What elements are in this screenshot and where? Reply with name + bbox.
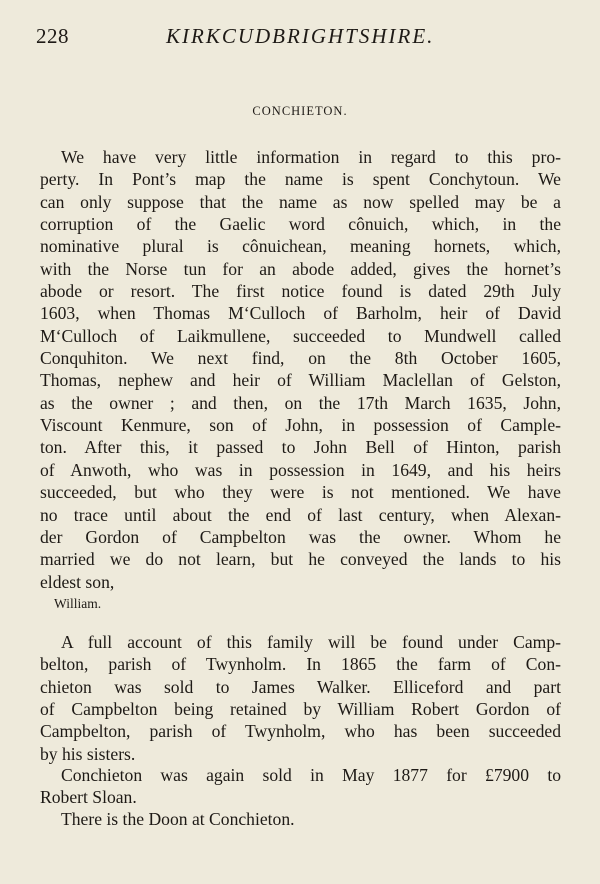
text-line: Campbelton, parish of Twynholm, who has been succeeded: [40, 721, 561, 742]
text-line: as the owner ; and then, on the 17th March 1635, John,: [40, 392, 561, 413]
page-number: 228: [36, 24, 69, 48]
text-line: Thomas, nephew and heir of William Maclellan of Gelston,: [40, 370, 561, 391]
text-line: of Anwoth, who was in possession in 1649, and his heirs: [40, 459, 561, 480]
text-line: corruption of the Gaelic word cônuich, which, in the: [40, 214, 561, 235]
paragraph-doon: [40, 808, 561, 830]
text-line: abode or resort. The first notice found is dated 29th July: [40, 281, 561, 302]
text-line: der Gordon of Campbelton was the owner. Whom he: [40, 526, 561, 547]
text-line: Conquhiton. We next find, on the 8th October 1605,: [40, 348, 561, 369]
text-line: There is the Doon at Conchieton.: [61, 809, 295, 829]
text-line: can only suppose that the name as now spelled may be a: [40, 191, 561, 212]
text-line: Viscount Kenmure, son of John, in possession of Cample-: [40, 415, 561, 436]
text-line: eldest son,: [40, 571, 115, 592]
paragraph-family: [40, 631, 561, 765]
page-header: [36, 22, 568, 52]
running-head: KIRKCUDBRIGHTSHIRE.: [166, 24, 435, 48]
text-line: A full account of this family will be found under Camp-: [61, 632, 561, 652]
section-title: CONCHIETON.: [252, 104, 348, 118]
text-line: married we do not learn, but he conveyed the lands to his: [40, 549, 561, 570]
text-line: succeeded, but who they were is not mentioned. We have: [40, 482, 561, 503]
text-line: Robert Sloan.: [40, 787, 137, 808]
text-line: by his sisters.: [40, 743, 136, 764]
text-line: 1603, when Thomas M‘Culloch of Barholm, heir of David: [40, 303, 561, 324]
text-line: chieton was sold to James Walker. Elliceford and part: [40, 676, 561, 697]
text-line: nominative plural is cônuichean, meaning hornets, which,: [40, 236, 561, 257]
text-line: of Campbelton being retained by William Robert Gordon of: [40, 699, 561, 720]
text-line: with the Norse tun for an abode added, gives the hornet’s: [40, 258, 561, 279]
text-line: perty. In Pont’s map the name is spent Conchytoun. We: [40, 169, 561, 190]
text-line: We have very little information in regard to this pro-: [61, 147, 561, 167]
paragraph-history: [40, 146, 561, 593]
text-line: belton, parish of Twynholm. In 1865 the farm of Con-: [40, 654, 561, 675]
text-line: M‘Culloch of Laikmullene, succeeded to Mundwell called: [40, 325, 561, 346]
text-line: no trace until about the end of last century, when Alexan-: [40, 504, 561, 525]
text-line: ton. After this, it passed to John Bell of Hinton, parish: [40, 437, 561, 458]
text-line: Conchieton was again sold in May 1877 for £7900 to: [61, 765, 561, 785]
paragraph-sale: [40, 764, 561, 809]
family-subhead: William.: [54, 596, 102, 611]
